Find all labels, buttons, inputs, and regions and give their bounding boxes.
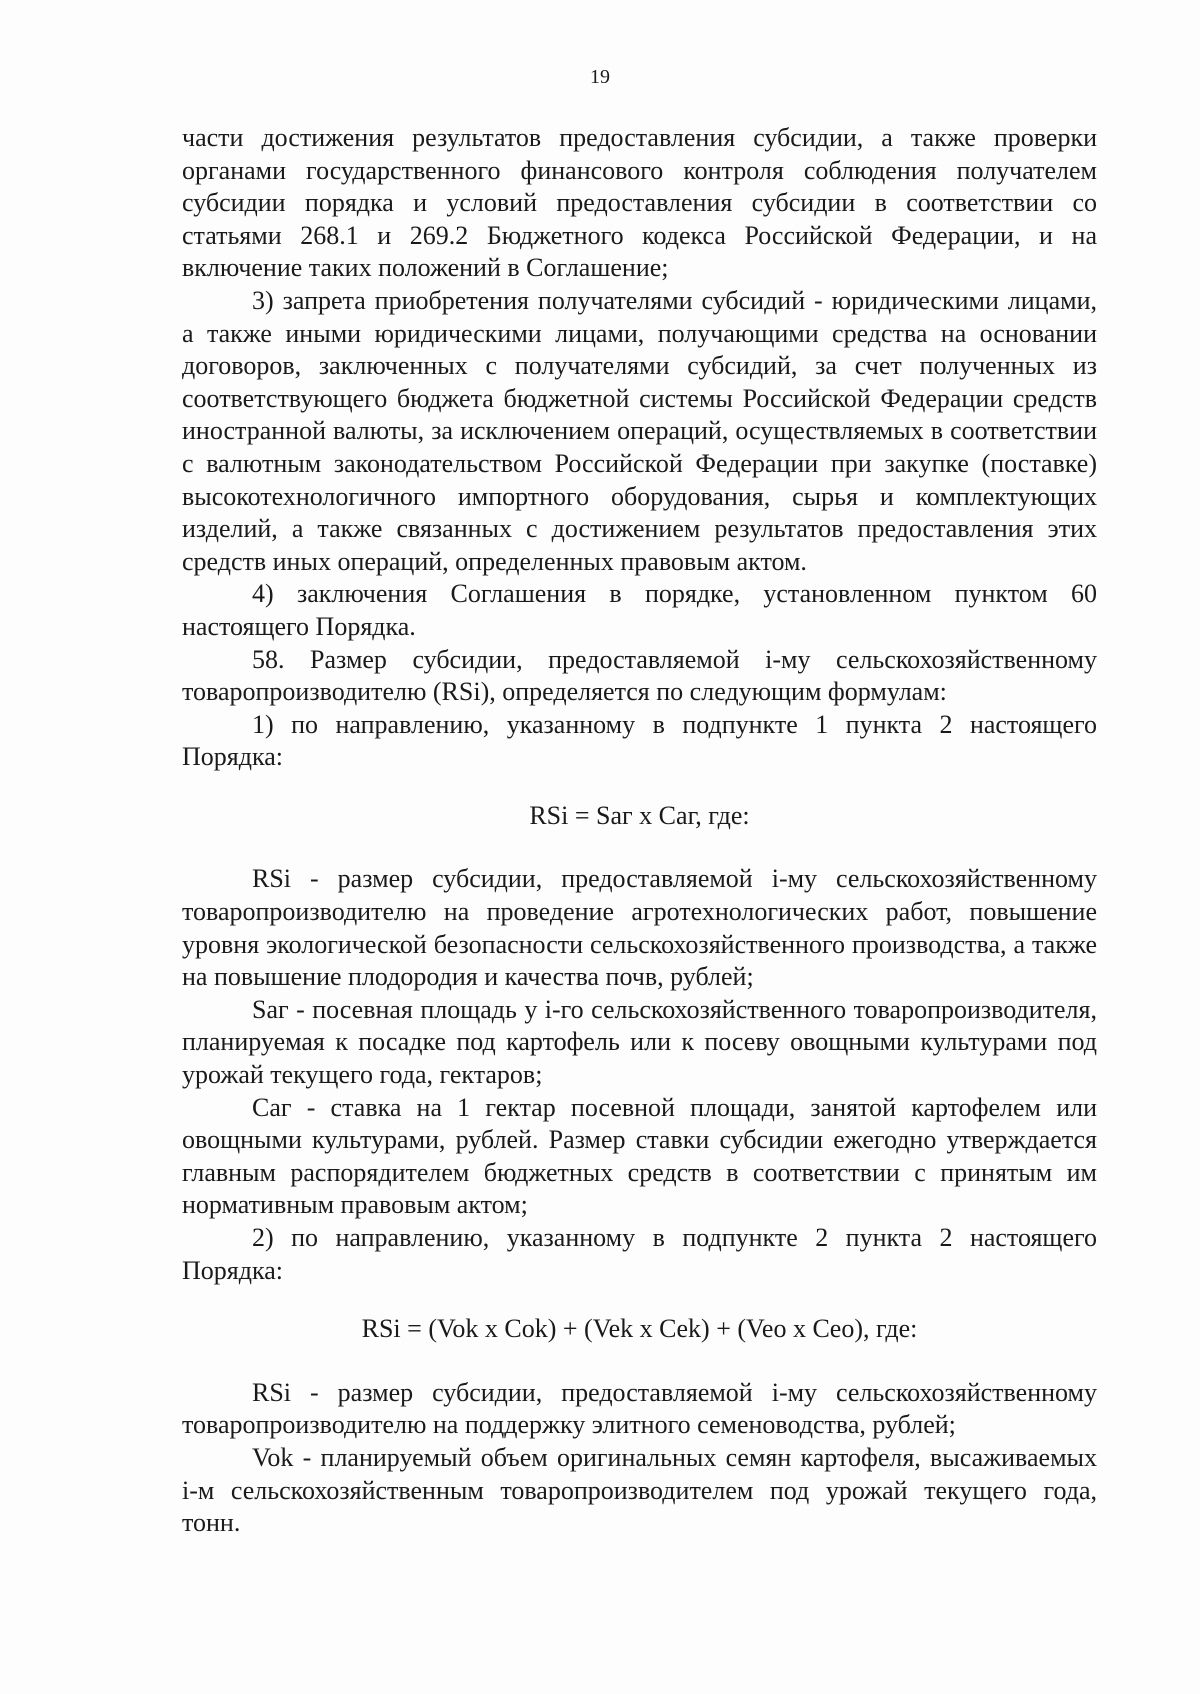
paragraph-direction-1: 1) по направлению, указанному в подпункте 1 пункта 2 настоящего Порядка: (182, 709, 1097, 772)
paragraph-item-4: 4) заключения Соглашения в порядке, установленном пунктом 60 настоящего Порядка. (182, 579, 1097, 641)
definition-rsi-2: RSi - размер субсидии, предоставляемой i-му сельскохозяйственному товаропроизводителю на поддержку элитного семеноводства, рублей; (182, 1377, 1097, 1440)
formula-1: RSi = Saг x Caг, где: (529, 800, 750, 830)
paragraph-58: 58. Размер субсидии, предоставляемой i-му сельскохозяйственному товаропроизводителю (RSi), определяется по следующим формулам: (182, 644, 1097, 707)
paragraph-continuation: части достижения результатов предоставления субсидии, а также проверки органами государственного финансового контроля соблюдения получателем субсидии порядка и условий предоставления субсидии в соответствии со статьями 268.1 и 269.2 Бюджетного кодекса Российской Федерации, и на включение таких положений в Соглашение; (182, 123, 1097, 283)
page-number: 19 (590, 66, 610, 88)
definition-rsi-1: RSi - размер субсидии, предоставляемой i-му сельскохозяйственному товаропроизводителю на проведение агротехнологических работ, повышение уровня экологической безопасности сельскохозяйственного производства, а также на повышение плодородия и качества почв, рублей; (182, 864, 1097, 992)
definition-cag: Caг - ставка на 1 гектар посевной площади, занятой картофелем или овощными культурами, рублей. Размер ставки субсидии ежегодно утверждается главным распорядителем бюджетных средств в соответствии с принятым им нормативным правовым актом; (182, 1092, 1097, 1220)
definition-sag: Saг - посевная площадь у i-го сельскохозяйственного товаропроизводителя, планируемая к посадке под картофель или к посеву овощными культурами под урожай текущего года, гектаров; (182, 994, 1097, 1090)
definition-vok: Vok - планируемый объем оригинальных семян картофеля, высаживаемых i-м сельскохозяйственным товаропроизводителем под урожай текущего года, тонн. (182, 1442, 1097, 1538)
paragraph-direction-2: 2) по направлению, указанному в подпункте 2 пункта 2 настоящего Порядка: (182, 1223, 1097, 1285)
paragraph-item-3: 3) запрета приобретения получателями субсидий - юридическими лицами, а также иными юридическими лицами, получающими средства на основании договоров, заключенных с получателями субсидий, за счет полученных из соответствующего бюджета бюджетной системы Российской Федерации средств иностранной валюты, за исключением операций, осуществляемых в соответствии с валютным законодательством Российской Федерации при закупке (поставке) высокотехнологичного импортного оборудования, сырья и комплектующих изделий, а также связанных с достижением результатов предоставления этих средств иных операций, определенных правовым актом. (182, 285, 1097, 576)
formula-2: RSi = (Vok x Cok) + (Vek x Cek) + (Veo x Ceo), где: (361, 1314, 918, 1344)
document-body (182, 122, 1097, 1540)
